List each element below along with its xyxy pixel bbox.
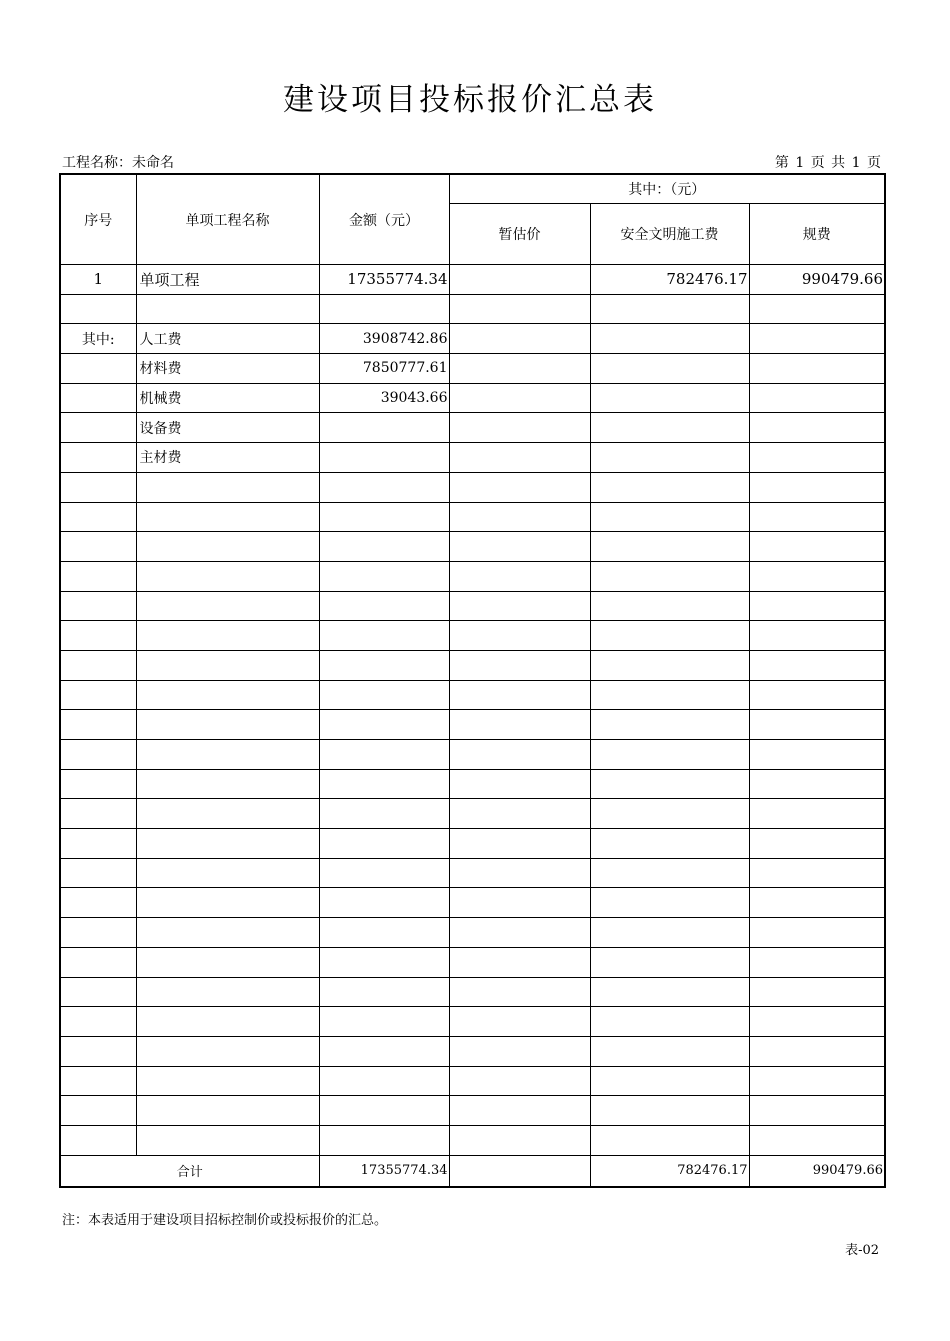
empty-cell [749, 918, 885, 948]
table-row [60, 621, 885, 651]
empty-cell [60, 858, 136, 888]
empty-cell [449, 532, 590, 562]
row-safety [590, 383, 749, 413]
empty-cell [449, 799, 590, 829]
row-fees: 990479.66 [749, 265, 885, 295]
empty-cell [749, 888, 885, 918]
header-fees: 规费 [749, 204, 885, 265]
empty-cell [449, 650, 590, 680]
empty-cell [60, 1125, 136, 1155]
empty-cell [60, 502, 136, 532]
table-row [60, 858, 885, 888]
row-fees [749, 324, 885, 354]
row-name: 设备费 [136, 413, 319, 443]
row-safety [590, 413, 749, 443]
table-row [60, 294, 885, 324]
empty-cell [136, 918, 319, 948]
empty-cell [319, 1007, 449, 1037]
page-title: 建设项目投标报价汇总表 [283, 82, 657, 118]
empty-cell [319, 502, 449, 532]
empty-cell [590, 502, 749, 532]
empty-cell [590, 977, 749, 1007]
empty-cell [319, 650, 449, 680]
empty-cell [319, 1036, 449, 1066]
header-amount: 金额（元） [319, 174, 449, 265]
row-provisional [449, 443, 590, 473]
empty-cell [60, 977, 136, 1007]
empty-cell [749, 1036, 885, 1066]
empty-cell [449, 1066, 590, 1096]
row-seq [60, 294, 136, 324]
row-provisional [449, 294, 590, 324]
row-provisional [449, 383, 590, 413]
empty-cell [449, 888, 590, 918]
empty-cell [319, 1096, 449, 1126]
empty-cell [449, 858, 590, 888]
row-seq [60, 443, 136, 473]
row-seq [60, 383, 136, 413]
row-name: 材料费 [136, 354, 319, 384]
table-row [60, 710, 885, 740]
table-row [60, 799, 885, 829]
empty-cell [319, 561, 449, 591]
table-body [60, 265, 885, 1156]
empty-cell [749, 561, 885, 591]
header-provisional: 暂估价 [449, 204, 590, 265]
row-provisional [449, 265, 590, 295]
empty-cell [136, 977, 319, 1007]
empty-cell [319, 799, 449, 829]
empty-cell [749, 740, 885, 770]
empty-cell [319, 1066, 449, 1096]
empty-cell [319, 591, 449, 621]
empty-cell [590, 858, 749, 888]
table-row [60, 1007, 885, 1037]
empty-cell [319, 858, 449, 888]
empty-cell [319, 680, 449, 710]
empty-cell [590, 799, 749, 829]
page-info: 第 1 页 共 1 页 [774, 155, 881, 171]
empty-cell [590, 472, 749, 502]
row-fees [749, 294, 885, 324]
empty-cell [319, 1125, 449, 1155]
form-number: 表-02 [845, 1243, 879, 1258]
header-group: 其中：（元） [449, 174, 885, 204]
empty-cell [749, 799, 885, 829]
empty-cell [319, 740, 449, 770]
row-amount: 3908742.86 [319, 324, 449, 354]
empty-cell [60, 1096, 136, 1126]
row-safety [590, 354, 749, 384]
empty-cell [449, 561, 590, 591]
total-amount: 17355774.34 [319, 1155, 449, 1187]
table-row [60, 918, 885, 948]
empty-cell [136, 680, 319, 710]
header-seq: 序号 [60, 174, 136, 265]
table-row [60, 354, 885, 384]
row-amount [319, 413, 449, 443]
row-fees [749, 413, 885, 443]
empty-cell [136, 621, 319, 651]
empty-cell [136, 858, 319, 888]
empty-cell [319, 977, 449, 1007]
empty-cell [319, 829, 449, 859]
table-row [60, 1125, 885, 1155]
row-amount [319, 443, 449, 473]
empty-cell [590, 591, 749, 621]
table-row [60, 561, 885, 591]
table-row [60, 265, 885, 295]
empty-cell [60, 472, 136, 502]
empty-cell [60, 561, 136, 591]
row-name [136, 294, 319, 324]
row-provisional [449, 324, 590, 354]
table-row [60, 591, 885, 621]
empty-cell [319, 769, 449, 799]
empty-cell [449, 502, 590, 532]
empty-cell [749, 1125, 885, 1155]
empty-cell [319, 532, 449, 562]
row-safety: 782476.17 [590, 265, 749, 295]
empty-cell [136, 1036, 319, 1066]
empty-cell [136, 888, 319, 918]
empty-cell [136, 1066, 319, 1096]
empty-cell [136, 561, 319, 591]
empty-cell [60, 799, 136, 829]
empty-cell [319, 710, 449, 740]
empty-cell [449, 947, 590, 977]
header-safety: 安全文明施工费 [590, 204, 749, 265]
row-name: 人工费 [136, 324, 319, 354]
empty-cell [749, 710, 885, 740]
empty-cell [749, 829, 885, 859]
empty-cell [60, 888, 136, 918]
row-amount: 17355774.34 [319, 265, 449, 295]
row-provisional [449, 354, 590, 384]
empty-cell [590, 947, 749, 977]
empty-cell [136, 502, 319, 532]
empty-cell [449, 1096, 590, 1126]
empty-cell [319, 621, 449, 651]
empty-cell [590, 888, 749, 918]
empty-cell [136, 532, 319, 562]
total-row [60, 1155, 885, 1187]
empty-cell [60, 650, 136, 680]
row-seq [60, 413, 136, 443]
table-row [60, 413, 885, 443]
empty-cell [60, 1007, 136, 1037]
empty-cell [590, 561, 749, 591]
empty-cell [749, 680, 885, 710]
empty-cell [449, 1036, 590, 1066]
empty-cell [449, 680, 590, 710]
empty-cell [749, 1066, 885, 1096]
empty-cell [136, 1125, 319, 1155]
empty-cell [60, 740, 136, 770]
table-row [60, 680, 885, 710]
empty-cell [136, 740, 319, 770]
empty-cell [449, 977, 590, 1007]
row-name: 机械费 [136, 383, 319, 413]
table-row [60, 888, 885, 918]
table-row [60, 324, 885, 354]
row-safety [590, 443, 749, 473]
empty-cell [319, 918, 449, 948]
table-row [60, 947, 885, 977]
empty-cell [60, 532, 136, 562]
empty-cell [449, 1125, 590, 1155]
empty-cell [60, 680, 136, 710]
table-note: 注：本表适用于建设项目招标控制价或投标报价的汇总。 [62, 1213, 388, 1228]
project-name: 工程名称：未命名 [62, 155, 174, 171]
row-seq [60, 354, 136, 384]
empty-cell [449, 918, 590, 948]
empty-cell [749, 1007, 885, 1037]
empty-cell [449, 710, 590, 740]
row-name: 单项工程 [136, 265, 319, 295]
row-safety [590, 294, 749, 324]
table-row [60, 650, 885, 680]
empty-cell [590, 740, 749, 770]
empty-cell [590, 1125, 749, 1155]
table-row [60, 502, 885, 532]
empty-cell [449, 472, 590, 502]
table-row [60, 1096, 885, 1126]
empty-cell [749, 502, 885, 532]
empty-cell [136, 1096, 319, 1126]
table-row [60, 1036, 885, 1066]
empty-cell [136, 769, 319, 799]
row-seq: 1 [60, 265, 136, 295]
empty-cell [60, 947, 136, 977]
empty-cell [60, 1036, 136, 1066]
empty-cell [60, 769, 136, 799]
empty-cell [749, 591, 885, 621]
empty-cell [590, 710, 749, 740]
empty-cell [749, 621, 885, 651]
summary-table [59, 173, 886, 1188]
empty-cell [590, 1066, 749, 1096]
empty-cell [749, 858, 885, 888]
empty-cell [319, 472, 449, 502]
total-label: 合计 [60, 1155, 319, 1187]
empty-cell [749, 769, 885, 799]
total-fees: 990479.66 [749, 1155, 885, 1187]
row-amount: 7850777.61 [319, 354, 449, 384]
row-safety [590, 324, 749, 354]
empty-cell [136, 829, 319, 859]
empty-cell [136, 591, 319, 621]
empty-cell [60, 918, 136, 948]
total-provisional [449, 1155, 590, 1187]
empty-cell [749, 472, 885, 502]
empty-cell [319, 947, 449, 977]
empty-cell [749, 650, 885, 680]
empty-cell [590, 1096, 749, 1126]
empty-cell [60, 621, 136, 651]
header-name: 单项工程名称 [136, 174, 319, 265]
empty-cell [749, 532, 885, 562]
empty-cell [136, 472, 319, 502]
empty-cell [590, 769, 749, 799]
table-row [60, 383, 885, 413]
empty-cell [449, 769, 590, 799]
empty-cell [590, 621, 749, 651]
empty-cell [136, 947, 319, 977]
table-row [60, 740, 885, 770]
table-row [60, 443, 885, 473]
empty-cell [449, 740, 590, 770]
empty-cell [590, 829, 749, 859]
row-fees [749, 383, 885, 413]
table-row [60, 1066, 885, 1096]
row-amount: 39043.66 [319, 383, 449, 413]
empty-cell [749, 1096, 885, 1126]
empty-cell [590, 918, 749, 948]
empty-cell [449, 591, 590, 621]
empty-cell [60, 829, 136, 859]
empty-cell [749, 947, 885, 977]
total-safety: 782476.17 [590, 1155, 749, 1187]
empty-cell [136, 710, 319, 740]
empty-cell [449, 1007, 590, 1037]
empty-cell [60, 710, 136, 740]
empty-cell [749, 977, 885, 1007]
empty-cell [590, 680, 749, 710]
empty-cell [136, 799, 319, 829]
row-name: 主材费 [136, 443, 319, 473]
row-fees [749, 354, 885, 384]
table-row [60, 532, 885, 562]
row-amount [319, 294, 449, 324]
empty-cell [60, 591, 136, 621]
empty-cell [136, 650, 319, 680]
table-row [60, 472, 885, 502]
empty-cell [590, 650, 749, 680]
table-row [60, 977, 885, 1007]
empty-cell [319, 888, 449, 918]
empty-cell [590, 1007, 749, 1037]
empty-cell [449, 829, 590, 859]
row-seq: 其中: [60, 324, 136, 354]
empty-cell [136, 1007, 319, 1037]
empty-cell [590, 1036, 749, 1066]
empty-cell [590, 532, 749, 562]
empty-cell [60, 1066, 136, 1096]
empty-cell [449, 621, 590, 651]
table-row [60, 829, 885, 859]
row-provisional [449, 413, 590, 443]
table-row [60, 769, 885, 799]
row-fees [749, 443, 885, 473]
